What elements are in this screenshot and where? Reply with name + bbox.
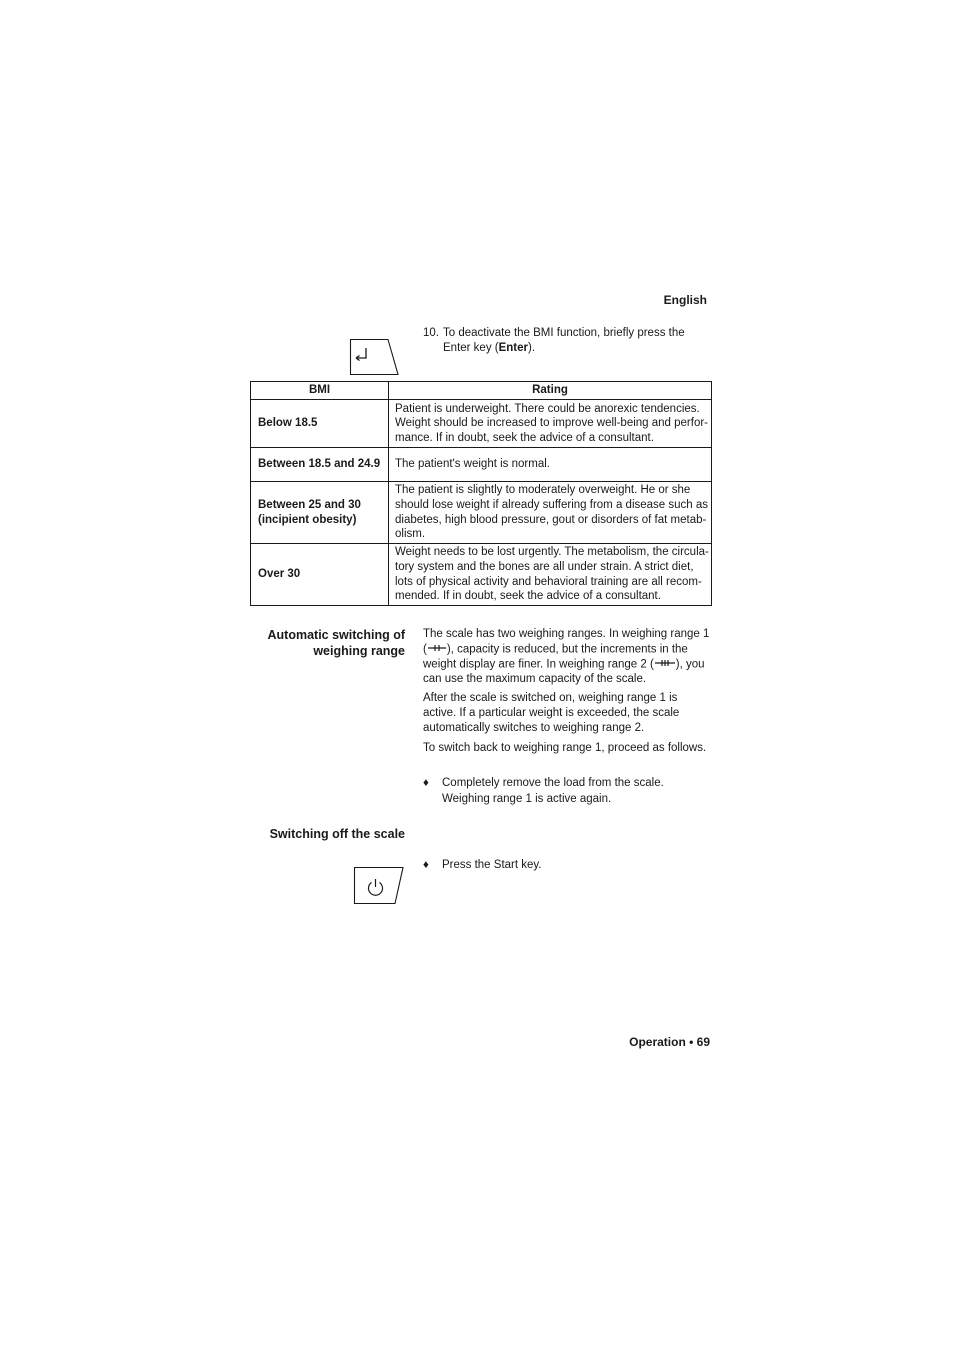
table-row [251,400,712,448]
enter-key-icon [349,338,401,376]
heading-line-2: weighing range [313,644,405,658]
step-text-start: To deactivate the BMI function, briefly press the Enter key ( [443,327,685,354]
table-header-row [251,382,712,400]
auto-switch-paragraph-1 [423,627,713,687]
step-text-end: ). [528,342,536,354]
bmi-cell: Between 18.5 and 24.9 [251,448,389,482]
header-bmi: BMI [251,382,389,400]
p1-part-b: ), capacity is reduced, but the increments in the weight display are finer. In weighing range 2 ( [423,643,688,671]
bmi-cell: Between 25 and 30 (incipient obesity) [251,482,389,544]
step-text [443,326,711,356]
bmi-cell: Over 30 [251,544,389,606]
p1-part-a: The scale has two weighing ranges. In weighing range 1 ( [423,628,710,656]
weighing-range-1-icon [427,642,447,657]
header-rating: Rating [389,382,712,400]
page-footer: Operation • 69 [629,1035,710,1049]
step-key-name: Enter [498,342,529,354]
table-row [251,448,712,482]
bmi-cell: Below 18.5 [251,400,389,448]
table-row [251,544,712,606]
rating-cell: The patient's weight is normal. [389,448,712,482]
heading-line-1: Automatic switching of [267,628,405,642]
auto-switch-paragraph-3: To switch back to weighing range 1, proceed as follows. [423,742,707,754]
weighing-range-2-icon [654,657,676,672]
p1-part-c: ), you can use the maximum capacity of the scale. [423,658,705,686]
bullet-diamond-icon: ♦ [423,859,429,871]
bullet-diamond-icon: ♦ [423,777,429,789]
rating-cell: Patient is underweight. There could be anorexic tendencies. Weight should be increased to improve well-being and perfor-mance. If in doubt, seek the advice of a consultant. [389,400,712,448]
auto-switch-paragraph-2: After the scale is switched on, weighing range 1 is active. If a particular weight is exceeded, the scale automatically switches to weighing range 2. [423,692,680,734]
bmi-rating-table [250,381,712,606]
table-row [251,482,712,544]
bullet-text: Press the Start key. [442,859,542,871]
auto-switch-heading [250,627,405,659]
language-label: English [663,293,707,307]
power-key-icon [353,866,405,906]
step-number: 10. [423,327,439,339]
rating-cell: Weight needs to be lost urgently. The metabolism, the circula-tory system and the bones are all under strain. A strict diet, lots of physical activity and behavioral training are all recom-mended. If in doubt, seek the advice of a consultant. [389,544,712,606]
bullet-text: Completely remove the load from the scale. Weighing range 1 is active again. [442,777,664,805]
rating-cell: The patient is slightly to moderately overweight. He or she should lose weight if already suffering from a disease such as diabetes, high blood pressure, gout or disorders of fat metab-olism. [389,482,712,544]
switch-off-heading: Switching off the scale [269,827,405,841]
